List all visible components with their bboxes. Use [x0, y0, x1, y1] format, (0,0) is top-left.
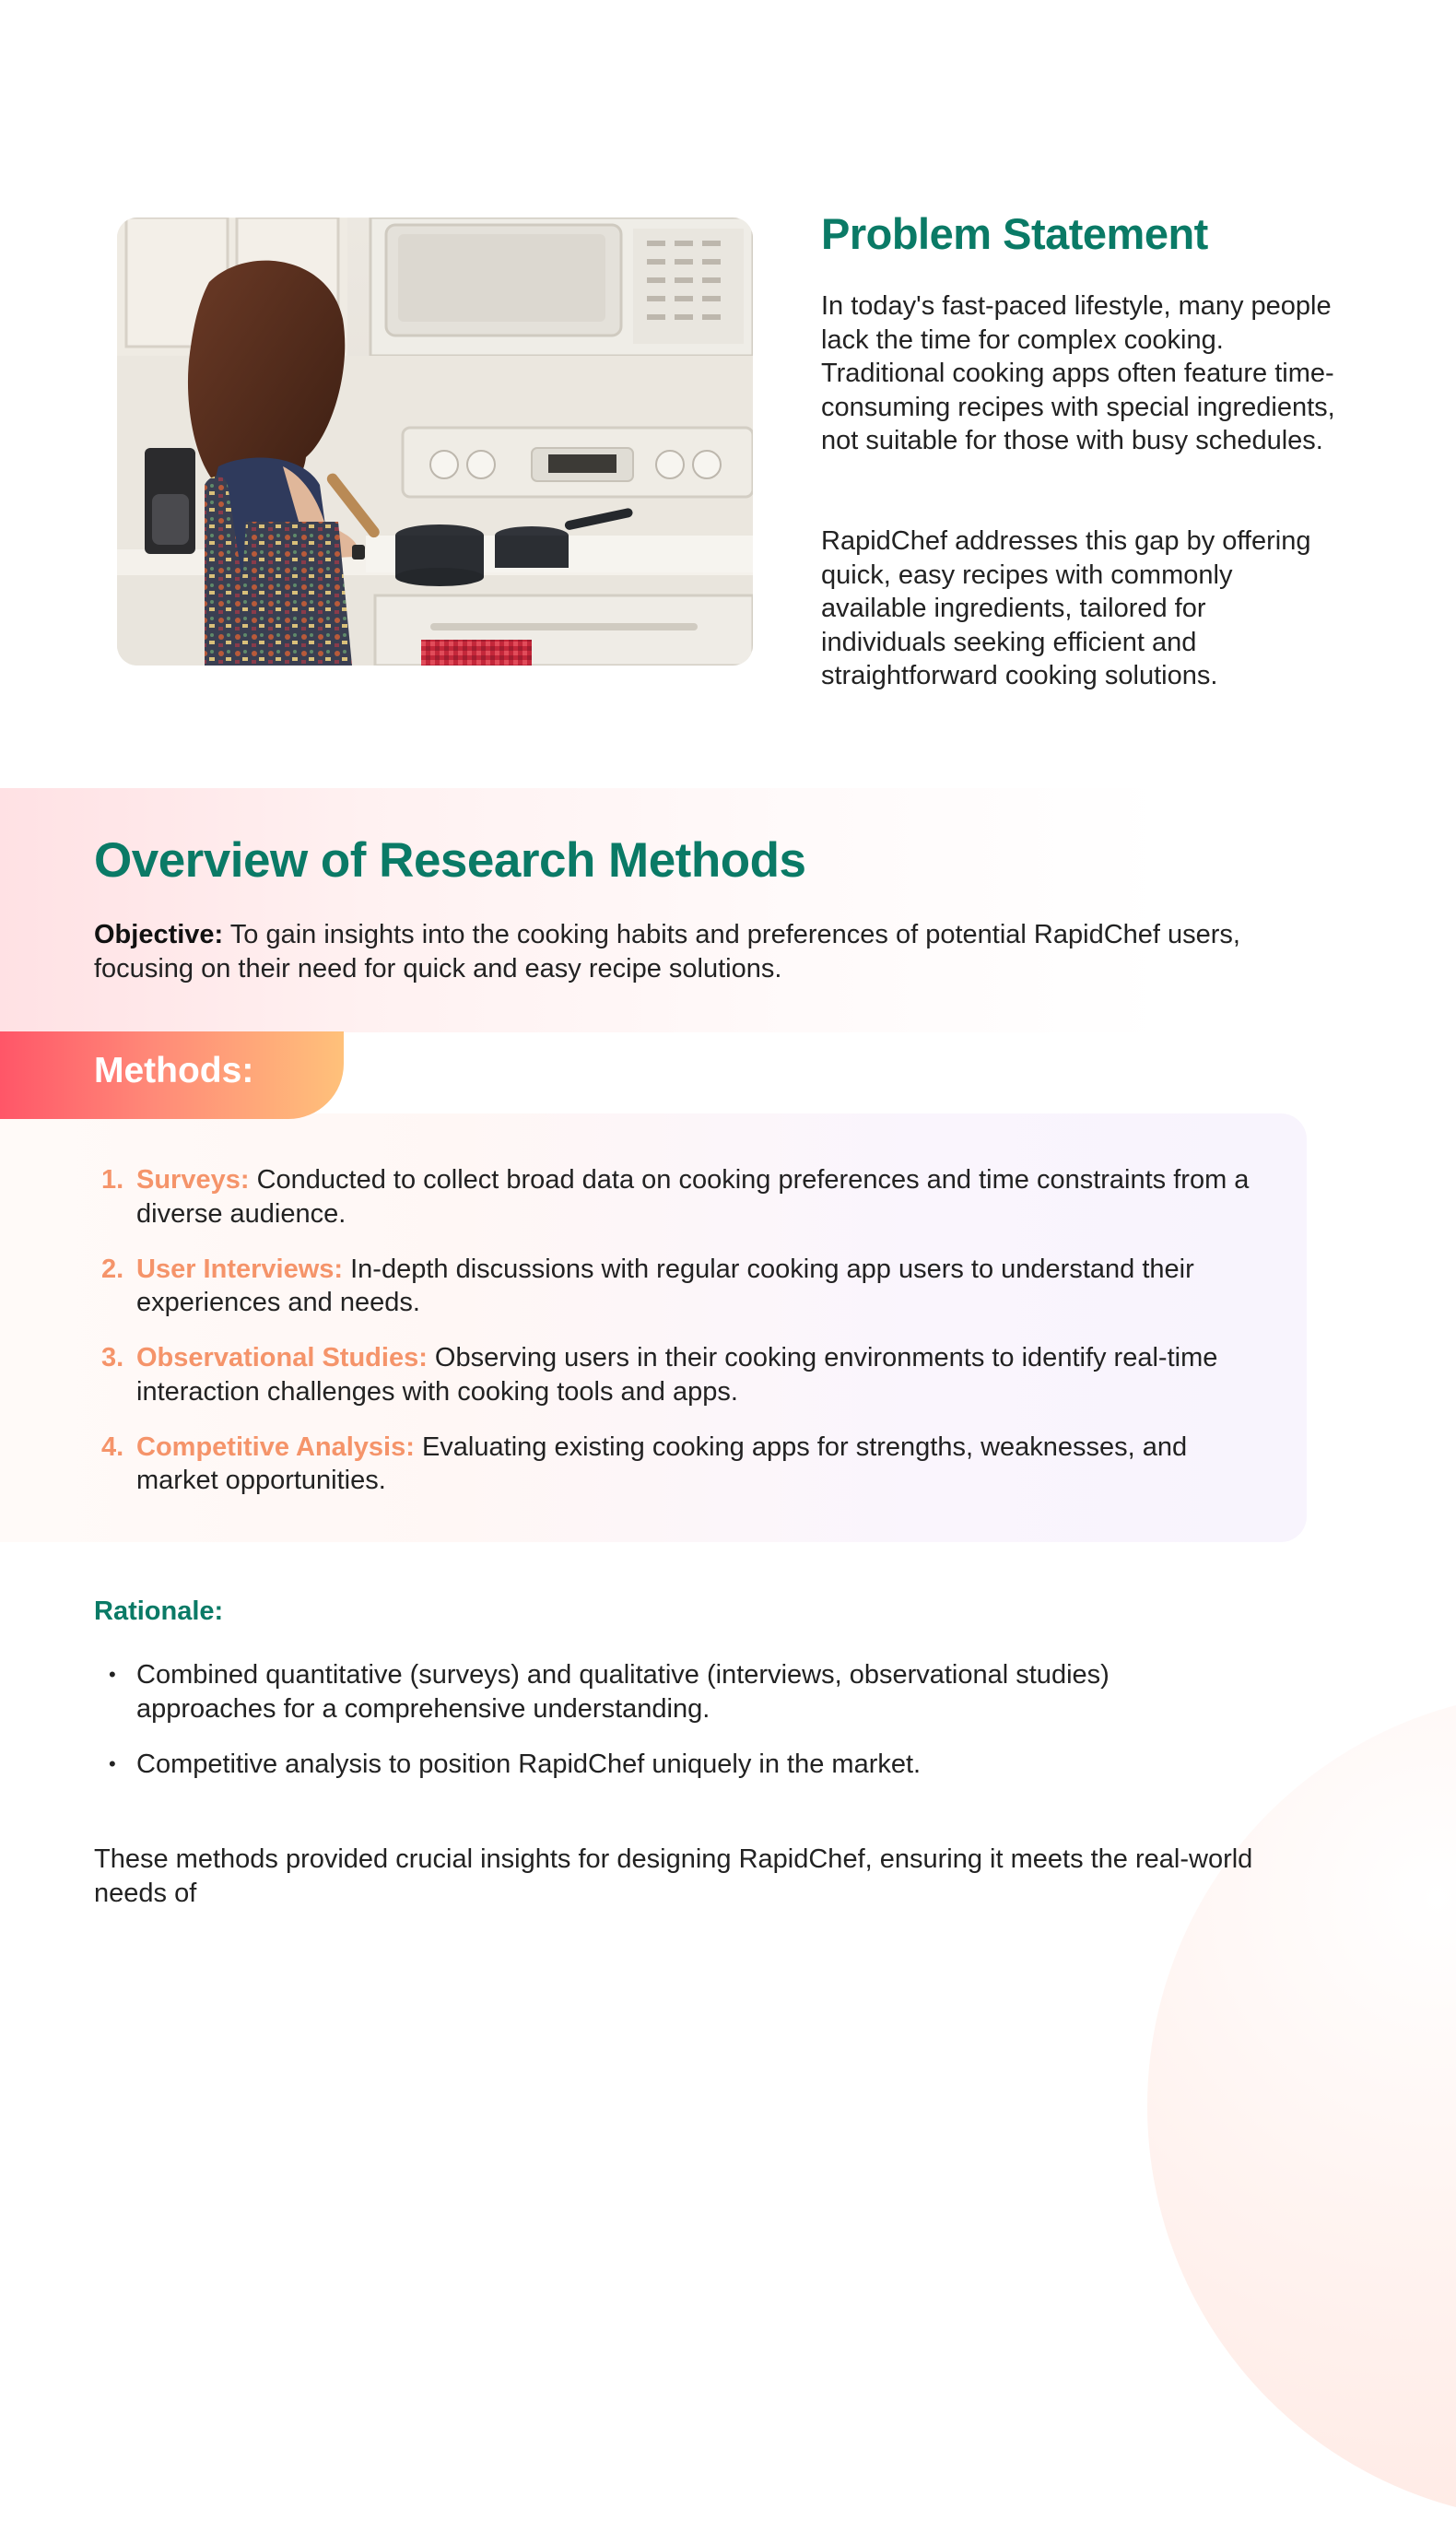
method-description: Evaluating existing cooking apps for strengths, weaknesses, and market opportunities. [136, 1431, 1188, 1495]
method-number: 2. [101, 1254, 124, 1284]
rationale-item [94, 1748, 1255, 1782]
rationale-text: Combined quantitative (surveys) and qualitative (interviews, observational studies) approaches for a comprehensive understanding. [136, 1660, 1110, 1724]
rationale-item [94, 1658, 1255, 1726]
problem-paragraph-1: In today's fast-paced lifestyle, many people lack the time for complex cooking. Traditional cooking apps often feature time-consuming recipes with special ingredients, not suitable for those with busy schedules. [821, 291, 1335, 455]
methods-label: Methods: [94, 1051, 254, 1090]
objective-label: Objective: [94, 920, 224, 949]
method-term: Surveys: [136, 1165, 250, 1195]
method-number: 1. [101, 1165, 124, 1195]
method-description: Conducted to collect broad data on cooking preferences and time constraints from a diverse audience. [136, 1165, 1250, 1229]
method-item-user-interviews [94, 1253, 1255, 1320]
method-item-observational-studies [94, 1341, 1255, 1408]
rationale-label: Rationale: [94, 1596, 224, 1626]
bullet-icon: • [109, 1751, 116, 1775]
method-description: In-depth discussions with regular cooking app users to understand their experiences and needs. [136, 1254, 1194, 1317]
method-number: 3. [101, 1343, 124, 1372]
bullet-icon: • [109, 1663, 116, 1686]
decorative-circle [1147, 1691, 1456, 2521]
objective-text [94, 918, 1274, 985]
method-item-competitive-analysis [94, 1431, 1255, 1498]
rationale-list [94, 1658, 1255, 1803]
kitchen-photo [117, 218, 753, 666]
research-header-background [0, 788, 1456, 1032]
closing-paragraph: These methods provided crucial insights for designing RapidChef, ensuring it meets the real-world needs of [94, 1844, 1253, 1908]
objective-body: To gain insights into the cooking habits and preferences of potential RapidChef users, focusing on their need for quick and easy recipe solutions. [94, 920, 1240, 984]
method-item-surveys [94, 1163, 1255, 1231]
rationale-text: Competitive analysis to position RapidChef uniquely in the market. [136, 1749, 922, 1779]
method-number: 4. [101, 1431, 124, 1462]
method-term: Observational Studies: [136, 1343, 428, 1372]
problem-paragraph-2: RapidChef addresses this gap by offering quick, easy recipes with commonly available ingredients, tailored for individuals seeking efficient and straightforward cooking solutions. [821, 526, 1311, 690]
method-term: User Interviews: [136, 1254, 344, 1284]
method-description: Observing users in their cooking environments to identify real-time interaction challenges with cooking tools and apps. [136, 1343, 1218, 1407]
methods-list [94, 1163, 1255, 1519]
problem-statement-title: Problem Statement [821, 209, 1208, 258]
research-methods-title: Overview of Research Methods [94, 833, 806, 888]
method-term: Competitive Analysis: [136, 1431, 415, 1462]
